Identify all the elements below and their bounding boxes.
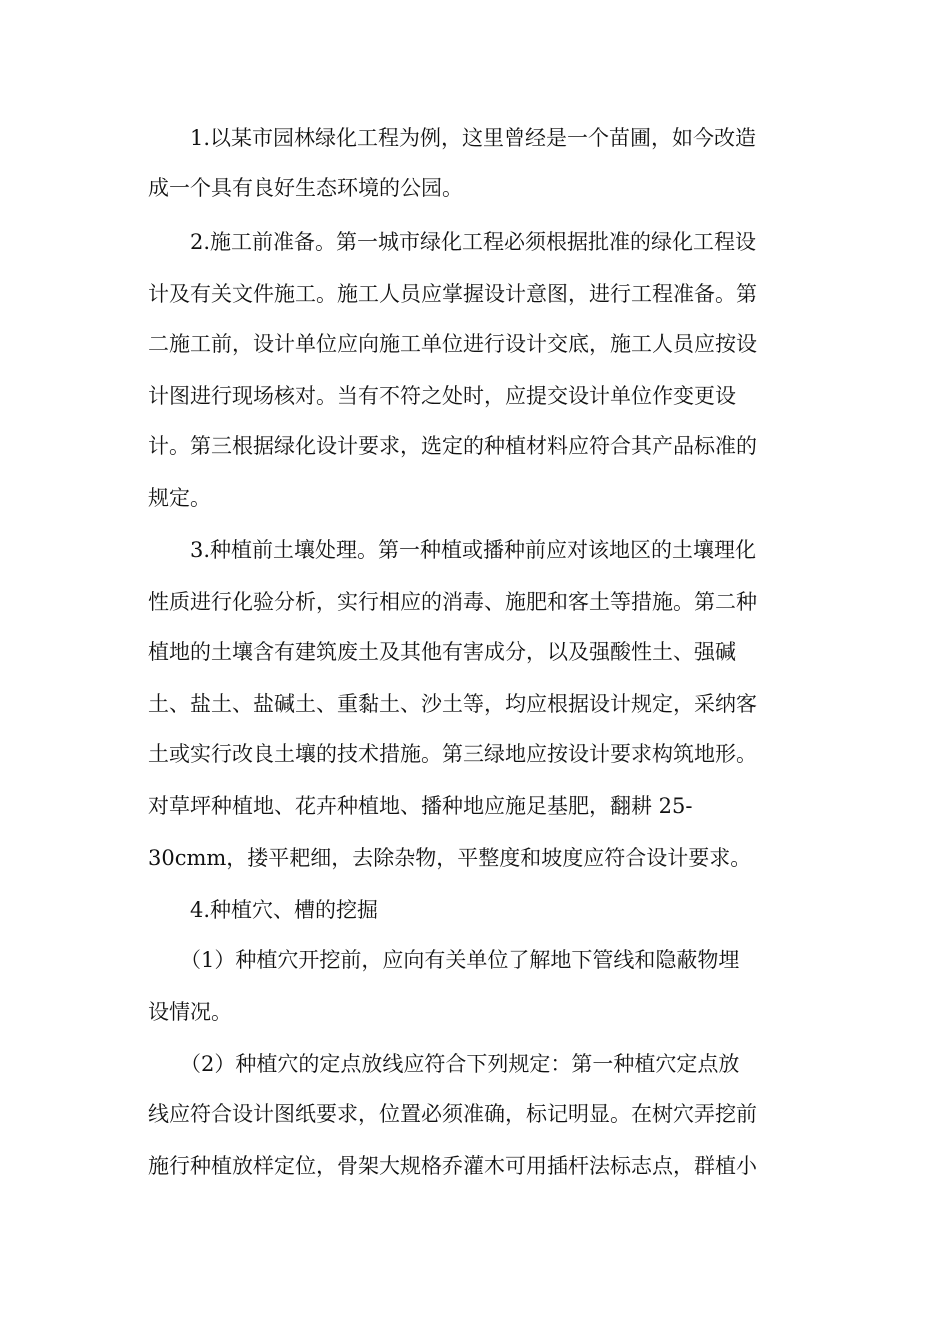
text-line: （1）种植穴开挖前，应向有关单位了解地下管线和隐蔽物埋 (180, 948, 740, 972)
text-line: 计及有关文件施工。施工人员应掌握设计意图，进行工程准备。第 (148, 282, 757, 306)
text-line: 1.以某市园林绿化工程为例，这里曾经是一个苗圃，如今改造 (190, 126, 757, 150)
text-line: 计。第三根据绿化设计要求，选定的种植材料应符合其产品标准的 (148, 434, 757, 458)
text-line: 植地的土壤含有建筑废土及其他有害成分，以及强酸性土、强碱 (148, 640, 736, 664)
text-line: 对草坪种植地、花卉种植地、播种地应施足基肥，翻耕 25- (148, 794, 693, 818)
text-line: 土或实行改良土壤的技术措施。第三绿地应按设计要求构筑地形。 (148, 742, 757, 766)
text-line: 线应符合设计图纸要求，位置必须准确，标记明显。在树穴弄挖前 (148, 1102, 757, 1126)
text-line: （2）种植穴的定点放线应符合下列规定：第一种植穴定点放 (180, 1052, 740, 1076)
text-line: 2.施工前准备。第一城市绿化工程必须根据批准的绿化工程设 (190, 230, 757, 254)
text-line: 性质进行化验分析，实行相应的消毒、施肥和客土等措施。第二种 (148, 590, 757, 614)
text-line: 4.种植穴、槽的挖掘 (190, 898, 379, 922)
text-line: 规定。 (148, 486, 211, 510)
text-line: 土、盐土、盐碱土、重黏土、沙土等，均应根据设计规定，采纳客 (148, 692, 757, 716)
text-line: 3.种植前土壤处理。第一种植或播种前应对该地区的土壤理化 (190, 538, 757, 562)
text-line: 二施工前，设计单位应向施工单位进行设计交底，施工人员应按设 (148, 332, 757, 356)
text-line: 30cmm，搂平耙细，去除杂物，平整度和坡度应符合设计要求。 (148, 846, 752, 870)
text-line: 成一个具有良好生态环境的公园。 (148, 176, 463, 200)
text-line: 设情况。 (148, 1000, 232, 1024)
text-line: 计图进行现场核对。当有不符之处时，应提交设计单位作变更设 (148, 384, 736, 408)
text-line: 施行种植放样定位，骨架大规格乔灌木可用插杆法标志点，群植小 (148, 1154, 757, 1178)
